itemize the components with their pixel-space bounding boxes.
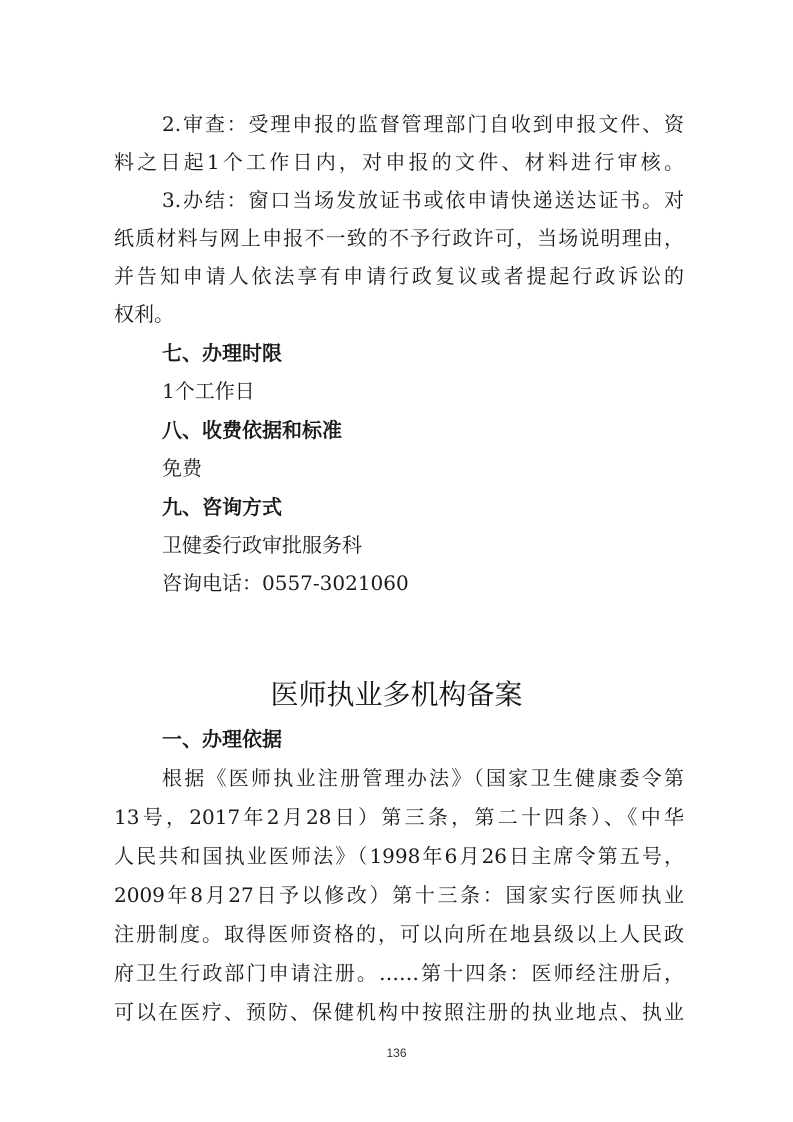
complete-line-4: 权利。 — [114, 302, 174, 326]
complete-line-3: 并告知申请人依法享有申请行政复议或者提起行政诉讼的 — [114, 264, 684, 288]
section-8-text: 免费 — [162, 456, 202, 480]
review-line-1: 2.审查：受理申报的监督管理部门自收到申报文件、资 — [162, 112, 684, 136]
section-9-heading: 九、咨询方式 — [162, 495, 282, 519]
review-line-2: 料之日起1个工作日内，对申报的文件、材料进行审核。 — [114, 150, 684, 174]
basis-line-2: 13号，2017年2月28日）第三条，第二十四条）、《中华 — [114, 805, 684, 829]
complete-line-2: 纸质材料与网上申报不一致的不予行政许可，当场说明理由， — [114, 226, 684, 250]
section-9-phone: 咨询电话：0557-3021060 — [162, 571, 409, 595]
section-7-text: 1个工作日 — [162, 379, 255, 403]
complete-line-1: 3.办结：窗口当场发放证书或依申请快递送达证书。对 — [162, 188, 684, 212]
section-7-heading: 七、办理时限 — [162, 341, 282, 365]
page-number: 136 — [386, 1046, 407, 1060]
basis-line-6: 府卫生行政部门申请注册。……第十四条：医师经注册后， — [114, 961, 684, 985]
basis-line-4: 2009年8月27日予以修改）第十三条：国家实行医师执业 — [114, 883, 684, 907]
basis-line-7: 可以在医疗、预防、保健机构中按照注册的执业地点、执业 — [114, 1000, 684, 1024]
basis-line-5: 注册制度。取得医师资格的，可以向所在地县级以上人民政 — [114, 922, 684, 946]
basis-heading: 一、办理依据 — [162, 727, 282, 751]
section-9-dept: 卫健委行政审批服务科 — [162, 533, 362, 557]
page-title: 医师执业多机构备案 — [270, 678, 523, 711]
section-8-heading: 八、收费依据和标准 — [162, 418, 342, 442]
basis-line-1: 根据《医师执业注册管理办法》（国家卫生健康委令第 — [162, 766, 684, 790]
basis-line-3: 人民共和国执业医师法》（1998年6月26日主席令第五号， — [114, 844, 684, 868]
